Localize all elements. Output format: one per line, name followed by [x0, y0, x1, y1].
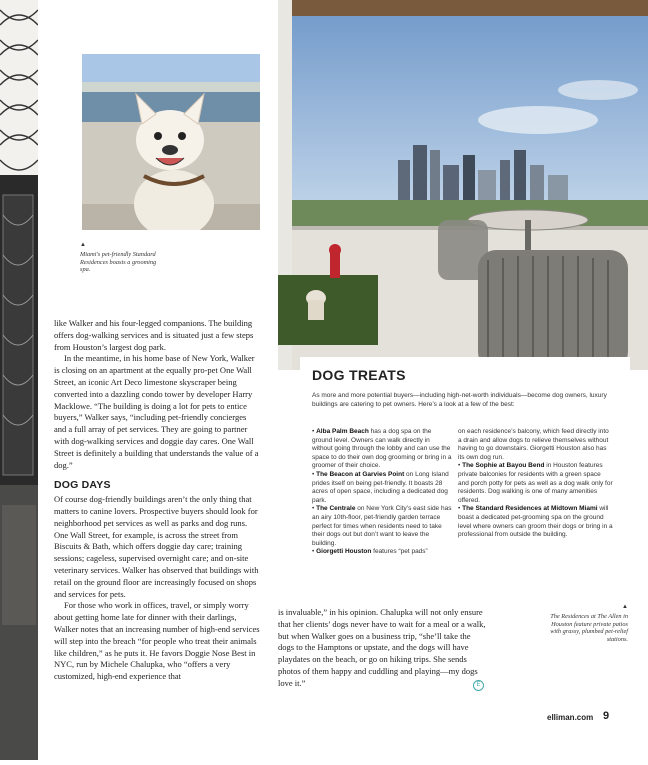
sidebar-continuation: on each residence’s balcony, which feed directly into a drain and allow dogs to relieve themselves without having to go downstairs. Giorgetti Houston also has its own dog run. — [458, 428, 609, 461]
building-description: has a dog spa on the ground level. Owners can walk directly in without going through the lobby and can use the space to do their own dog grooming or bring in a groomer of their choice. — [312, 428, 452, 470]
sidebar-list-item: • The Standard Residences at Midtown Miami will boast a dedicated pet-grooming spa on the ground level where owners can groom their dogs or bring in a professional from outside the building. — [458, 505, 613, 539]
french-bulldog-photo — [82, 54, 260, 230]
skyline-balcony-photo — [278, 0, 648, 370]
building-name: The Beacon at Garvies Point — [316, 470, 405, 478]
article-column-left — [54, 318, 260, 683]
caption-text: Miami's pet-friendly Standard Residences boasts a grooming spa. — [80, 250, 157, 274]
caret-up-icon: ▲ — [622, 604, 628, 610]
end-of-article-icon: E — [473, 680, 484, 691]
article-column-middle — [278, 607, 488, 690]
building-description: on New York City’s east side has an airy 10th-floor, pet-friendly garden terrace perfect for times when residents need to take their dogs out but don’t want to leave the building. — [312, 505, 452, 547]
building-name: Alba Palm Beach — [316, 428, 369, 435]
paragraph: is invaluable,” in his opinion. Chalupka will not only ensure that her clients’ dogs never have to wait for a meal or a walk, but when Walker goes on a business trip, “she’ll take the dogs to the Hamptons or upstate, and the dogs will have playdates on the beach, or go on hiking trips. She sends photos of them happy and cuddling and playing—my dogs love it.” — [278, 607, 486, 688]
subhead-dog-days: DOG DAYS — [54, 479, 111, 492]
footer-website: elliman.com — [547, 713, 594, 722]
sidebar-column-2 — [458, 428, 613, 540]
building-name: The Standard Residences at Midtown Miami — [462, 505, 598, 513]
paragraph: like Walker and his four-legged companions. The building offers dog-walking services and is situated just a few steps from Houston’s largest dog park. — [54, 318, 254, 352]
sidebar-list-item: • The Sophie at Bayou Bend in Houston features private balconies for residents with a green space and porch potty for pets as well as a dog walk only for residents. Dog walking is one of many amenities offered. — [458, 462, 613, 504]
sidebar-intro: As more and more potential buyers—including high-net-worth individuals—become dog owners, luxury buildings are catering to pet owners. Here’s a look at a few of the best: — [312, 392, 607, 408]
photo-caption-right — [548, 604, 628, 644]
caption-text: The Residences at The Allen in Houston feature private patios with grassy, plumbed pet-relief stations. — [550, 612, 628, 644]
building-description: on Long Island prides itself on being pet-friendly. It boasts 28 acres of open space, including a dedicated dog park. — [312, 470, 449, 504]
building-name: The Centrale — [316, 505, 356, 513]
sidebar-list-item: • Alba Palm Beach has a dog spa on the ground level. Owners can walk directly in without going through the lobby and can use the space to do their own dog grooming or bring in a groomer of their choice. — [312, 428, 452, 470]
caret-up-icon: ▲ — [80, 242, 86, 248]
building-name: Giorgetti Houston — [316, 548, 372, 556]
lobby-door-photo — [0, 175, 38, 760]
building-name: The Sophie at Bayou Bend — [462, 462, 545, 470]
paragraph: In the meantime, in his home base of New York, Walker is closing on an apartment at the equally pro-pet One Wall Street, an iconic Art Deco limestone skyscraper being converted into a dazzling condo tower by developer Harry Macklowe. “The building is doing a lot for pets to entice buyers,” Walker says, “including pet-friendly concierges and a full array of pet services. They are going to partner with dog-walking services and doggie day cares. One Wall Street is definitely a building that understands the value of a dog.” — [54, 353, 259, 470]
photo-caption-left — [80, 242, 160, 274]
sidebar-list-item: • The Beacon at Garvies Point on Long Island prides itself on being pet-friendly. It boasts 28 acres of open space, including a dedicated dog park. — [312, 470, 449, 504]
paragraph: Of course dog-friendly buildings aren’t the only thing that matters to canine lovers. Prospective buyers should look for neighborhood pet services as well as parks and dog runs. One Wall Street, for example, is across the street from Biscuits & Bath, which offers doggie day care; training sessions; cageless, supervised overnight care; and on-site veterinary services. Walker has observed that buildings with retail on the ground floor are increasingly focused on shops and services for pets. — [54, 494, 259, 599]
sidebar-title: DOG TREATS — [312, 367, 406, 383]
building-description: will boast a dedicated pet-grooming spa on the ground level where owners can groom their dogs or bring in a professional from outside the building. — [458, 505, 613, 539]
building-description: features “pet pads” — [371, 548, 428, 556]
sidebar-list-item: • Giorgetti Houston features “pet pads” — [312, 548, 428, 556]
sidebar-list-item: • The Centrale on New York City’s east side has an airy 10th-floor, pet-friendly garden terrace perfect for times when residents need to take their dogs out but don’t want to leave the building. — [312, 505, 452, 547]
sidebar-column-1 — [312, 428, 452, 557]
page-number: 9 — [603, 710, 610, 722]
building-description: in Houston features private balconies for residents with a green space and porch potty for pets as well as a dog walk only for residents. Dog walking is one of many amenities offered. — [458, 462, 613, 504]
paragraph: For those who work in offices, travel, or simply worry about getting home late for dinner with their darlings, Walker notes that an increasing number of high-end services will step into the breach “for people who treat their animals like children,” as he puts it. He favors Doggie Nose Best in NYC, run by Michele Chalupka, who “offers a very customized, high-end experience that — [54, 600, 260, 682]
